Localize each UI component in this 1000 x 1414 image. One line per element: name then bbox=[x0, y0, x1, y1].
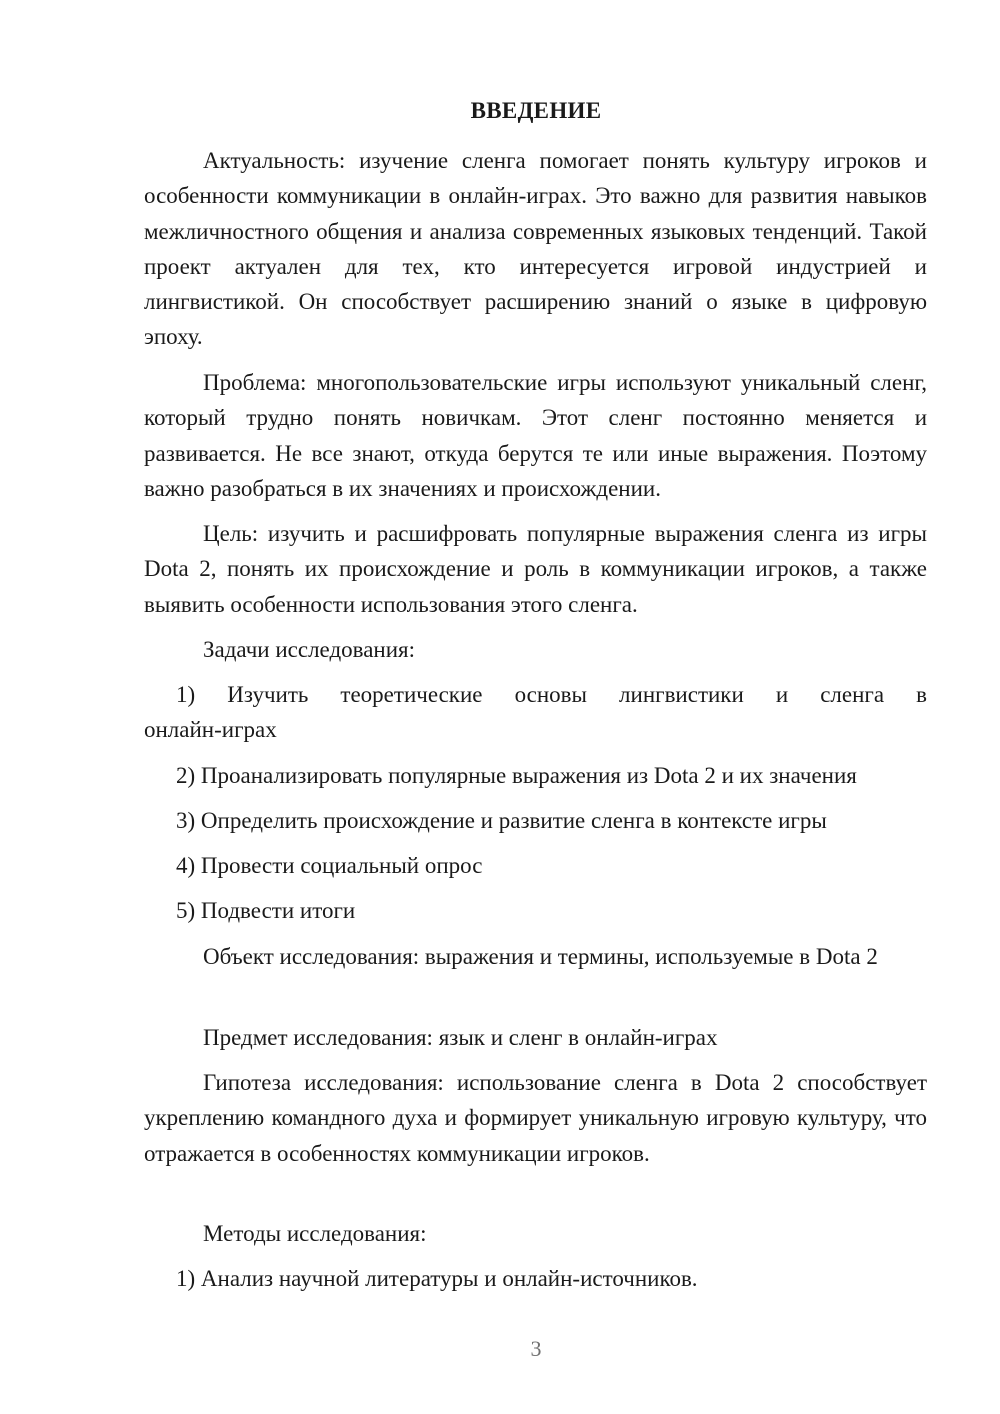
task-item-1-line-1: 1) Изучить теоретические основы лингвистики и сленга в bbox=[176, 682, 927, 707]
method-item-1: 1) Анализ научной литературы и онлайн-источников. bbox=[176, 1266, 698, 1291]
object-paragraph: Объект исследования: выражения и термины, используемые в Dota 2 bbox=[203, 944, 878, 969]
goal-paragraph: Цель: изучить и расшифровать популярные выражения сленга из игры Dota 2, понять их происхождение и роль в коммуникации игроков, а также выявить особенности использования этого сленга. bbox=[144, 521, 927, 617]
hypothesis-paragraph: Гипотеза исследования: использование сленга в Dota 2 способствует укреплению командного духа и формирует уникальную игровую культуру, что отражается в особенностях коммуникации игроков. bbox=[144, 1070, 927, 1166]
tasks-title: Задачи исследования: bbox=[203, 637, 416, 662]
problem-paragraph: Проблема: многопользовательские игры используют уникальный сленг, который трудно понять новичкам. Этот сленг постоянно меняется и развивается. Не все знают, откуда берутся те или иные выражения. Поэтому важно разобраться в их значениях и происхождении. bbox=[144, 370, 927, 501]
methods-title: Методы исследования: bbox=[203, 1221, 427, 1246]
page-number: 3 bbox=[530, 1336, 542, 1361]
task-item-4: 4) Провести социальный опрос bbox=[176, 853, 483, 878]
relevance-paragraph: Актуальность: изучение сленга помогает понять культуру игроков и особенности коммуникации в онлайн-играх. Это важно для развития навыков межличностного общения и анализа современных языковых тенденций. Такой проект актуален для тех, кто интересуется игровой индустрией и лингвистикой. Он способствует расширению знаний о языке в цифровую эпоху. bbox=[144, 148, 927, 350]
task-item-3: 3) Определить происхождение и развитие сленга в контексте игры bbox=[176, 808, 827, 833]
section-heading: ВВЕДЕНИЕ bbox=[470, 98, 602, 123]
subject-paragraph: Предмет исследования: язык и сленг в онлайн-играх bbox=[203, 1025, 718, 1050]
task-item-2: 2) Проанализировать популярные выражения из Dota 2 и их значения bbox=[176, 763, 857, 788]
task-item-1-line-2: онлайн-играх bbox=[144, 717, 277, 742]
task-item-5: 5) Подвести итоги bbox=[176, 898, 356, 923]
